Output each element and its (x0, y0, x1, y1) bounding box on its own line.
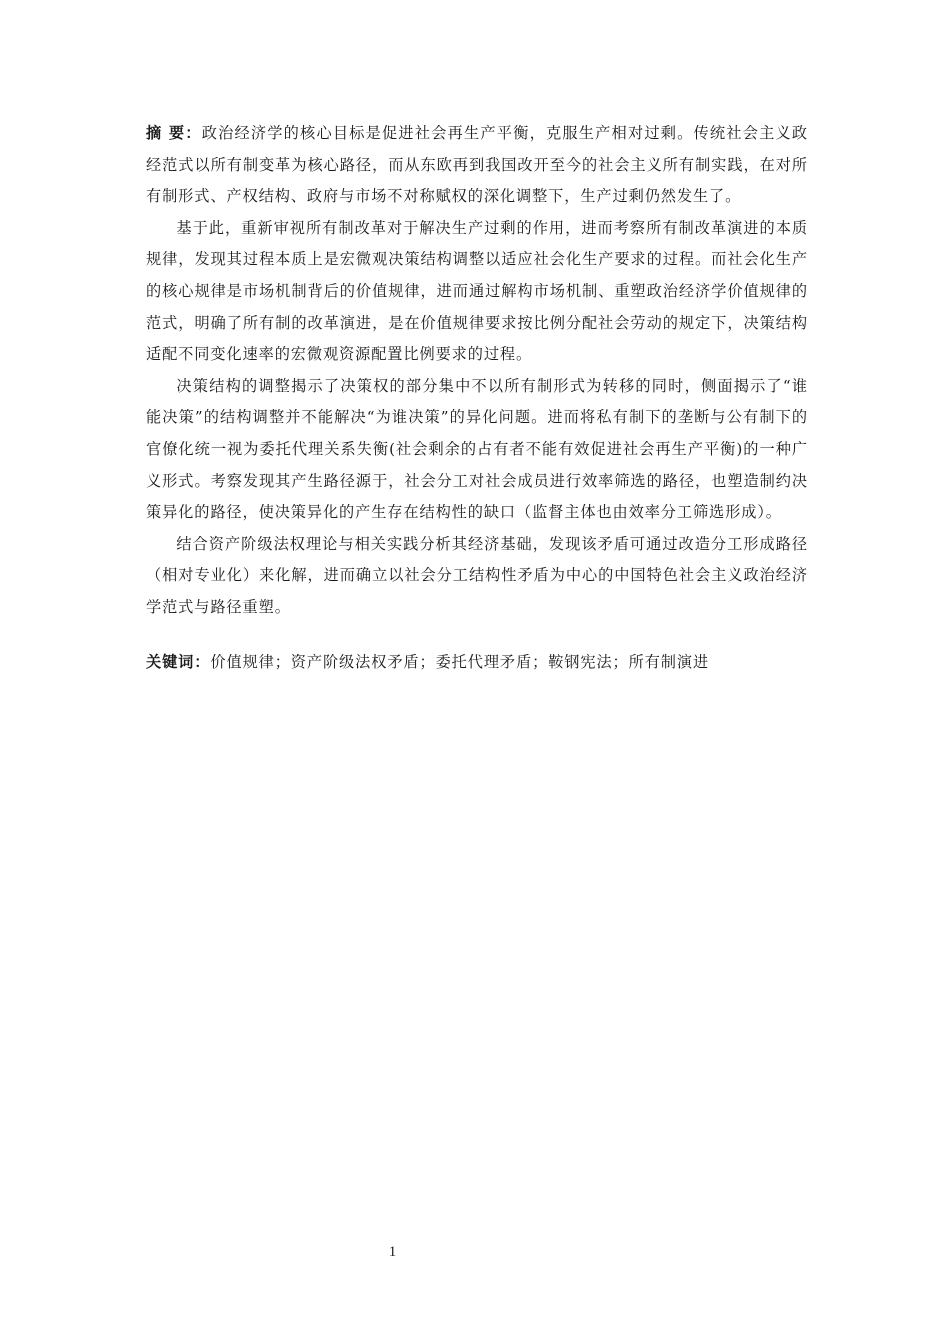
abstract-section (146, 118, 808, 678)
abstract-label: 摘 要： (146, 124, 202, 142)
keywords-label: 关键词： (146, 652, 211, 671)
keywords-line (146, 647, 808, 679)
abstract-paragraph-3: 决策结构的调整揭示了决策权的部分集中不以所有制形式为转移的同时，侧面揭示了“谁能决策”的结构调整并不能解决“为谁决策”的异化问题。进而将私有制下的垄断与公有制下的官僚化统一视为委托代理关系失衡(社会剩余的占有者不能有效促进社会再生产平衡)的一种广义形式。考察发现其产生路径源于，社会分工对社会成员进行效率筛选的路径，也塑造制约决策异化的路径，使决策异化的产生存在结构性的缺口（监督主体也由效率分工筛选形成）。 (146, 376, 808, 522)
abstract-paragraph-4: 结合资产阶级法权理论与相关实践分析其经济基础，发现该矛盾可通过改造分工形成路径（相对专业化）来化解，进而确立以社会分工结构性矛盾为中心的中国特色社会主义政治经济学范式与路径重塑。 (146, 534, 808, 616)
keywords-text: 价值规律；资产阶级法权矛盾；委托代理矛盾；鞍钢宪法；所有制演进 (210, 652, 710, 671)
abstract-paragraph-1 (146, 118, 808, 213)
abstract-paragraph-2: 基于此，重新审视所有制改革对于解决生产过剩的作用，进而考察所有制改革演进的本质规律，发现其过程本质上是宏微观决策结构调整以适应社会化生产要求的过程。而社会化生产的核心规律是市场机制背后的价值规律，进而通过解构市场机制、重塑政治经济学价值规律的范式，明确了所有制的改革演进，是在价值规律要求按比例分配社会劳动的规定下，决策结构适配不同变化速率的宏微观资源配置比例要求的过程。 (146, 218, 808, 364)
abstract-text-1: 政治经济学的核心目标是促进社会再生产平衡，克服生产相对过剩。传统社会主义政经范式以所有制变革为核心路径，而从东欧再到我国改开至今的社会主义所有制实践，在对所有制形式、产权结构、政府与市场不对称赋权的深化调整下，生产过剩仍然发生了。 (146, 124, 808, 206)
page-number: 1 (388, 1244, 397, 1260)
